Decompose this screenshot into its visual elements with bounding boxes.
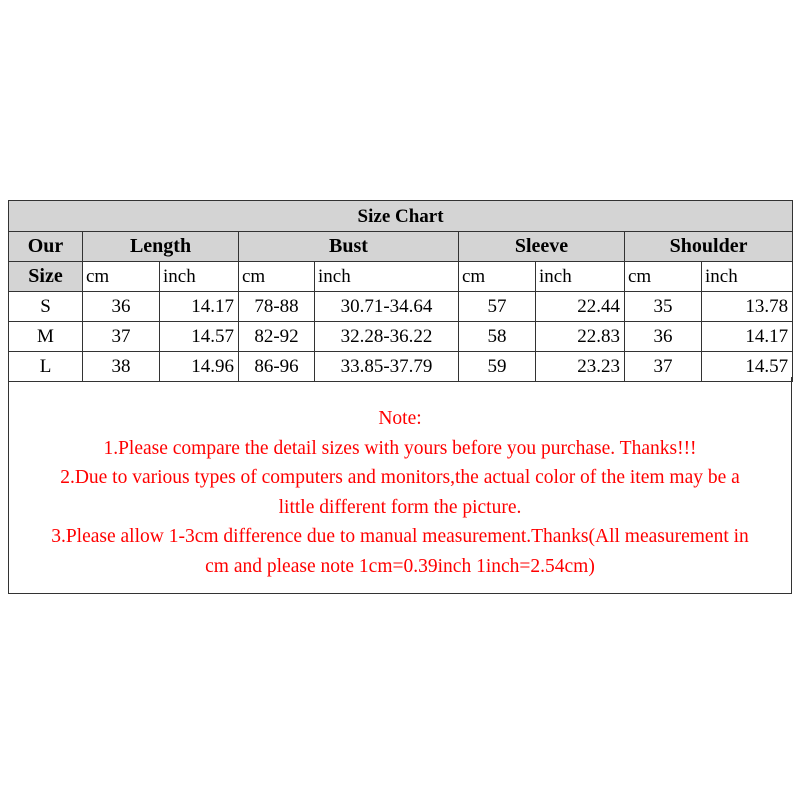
unit-length-inch: inch bbox=[160, 262, 239, 292]
table-row bbox=[9, 322, 793, 352]
shoulder-inch-cell: 13.78 bbox=[702, 292, 793, 322]
size-label: Size bbox=[9, 262, 83, 292]
sleeve-header: Sleeve bbox=[459, 232, 625, 262]
unit-shoulder-inch: inch bbox=[702, 262, 793, 292]
shoulder-header: Shoulder bbox=[625, 232, 793, 262]
note-box bbox=[8, 377, 792, 594]
length-inch-cell: 14.96 bbox=[160, 352, 239, 382]
bust-inch-cell: 33.85-37.79 bbox=[315, 352, 459, 382]
size-chart-table bbox=[8, 200, 793, 382]
unit-length-cm: cm bbox=[83, 262, 160, 292]
sleeve-cm-cell: 59 bbox=[459, 352, 536, 382]
length-inch-cell: 14.17 bbox=[160, 292, 239, 322]
unit-sleeve-cm: cm bbox=[459, 262, 536, 292]
note-line-1: 1.Please compare the detail sizes with yours before you purchase. Thanks!!! bbox=[103, 437, 697, 459]
unit-bust-inch: inch bbox=[315, 262, 459, 292]
bust-inch-cell: 30.71-34.64 bbox=[315, 292, 459, 322]
sleeve-cm-cell: 57 bbox=[459, 292, 536, 322]
sleeve-cm-cell: 58 bbox=[459, 322, 536, 352]
note-heading: Note: bbox=[378, 408, 422, 429]
length-cm-cell: 37 bbox=[83, 322, 160, 352]
length-header: Length bbox=[83, 232, 239, 262]
bust-cm-cell: 86-96 bbox=[239, 352, 315, 382]
title-row bbox=[9, 201, 793, 232]
shoulder-cm-cell: 35 bbox=[625, 292, 702, 322]
note-line-2-continued: little different form the picture. bbox=[278, 496, 522, 518]
size-cell: M bbox=[9, 322, 83, 352]
unit-header-row bbox=[9, 262, 793, 292]
sleeve-inch-cell: 22.83 bbox=[536, 322, 625, 352]
unit-shoulder-cm: cm bbox=[625, 262, 702, 292]
our-label: Our bbox=[9, 232, 83, 262]
chart-title: Size Chart bbox=[9, 201, 793, 232]
shoulder-inch-cell: 14.17 bbox=[702, 322, 793, 352]
size-cell: S bbox=[9, 292, 83, 322]
shoulder-inch-cell: 14.57 bbox=[702, 352, 793, 382]
note-line-3-continued: cm and please note 1cm=0.39inch 1inch=2.54cm) bbox=[205, 555, 595, 577]
unit-sleeve-inch: inch bbox=[536, 262, 625, 292]
shoulder-cm-cell: 37 bbox=[625, 352, 702, 382]
bust-header: Bust bbox=[239, 232, 459, 262]
size-cell: L bbox=[9, 352, 83, 382]
sleeve-inch-cell: 22.44 bbox=[536, 292, 625, 322]
note-line-3: 3.Please allow 1-3cm difference due to manual measurement.Thanks(All measurement in bbox=[51, 526, 749, 547]
length-cm-cell: 38 bbox=[83, 352, 160, 382]
note-line-2: 2.Due to various types of computers and monitors,the actual color of the item may be a bbox=[60, 467, 740, 488]
group-header-row bbox=[9, 232, 793, 262]
unit-bust-cm: cm bbox=[239, 262, 315, 292]
table-row bbox=[9, 292, 793, 322]
length-inch-cell: 14.57 bbox=[160, 322, 239, 352]
length-cm-cell: 36 bbox=[83, 292, 160, 322]
shoulder-cm-cell: 36 bbox=[625, 322, 702, 352]
bust-cm-cell: 82-92 bbox=[239, 322, 315, 352]
sleeve-inch-cell: 23.23 bbox=[536, 352, 625, 382]
bust-inch-cell: 32.28-36.22 bbox=[315, 322, 459, 352]
bust-cm-cell: 78-88 bbox=[239, 292, 315, 322]
